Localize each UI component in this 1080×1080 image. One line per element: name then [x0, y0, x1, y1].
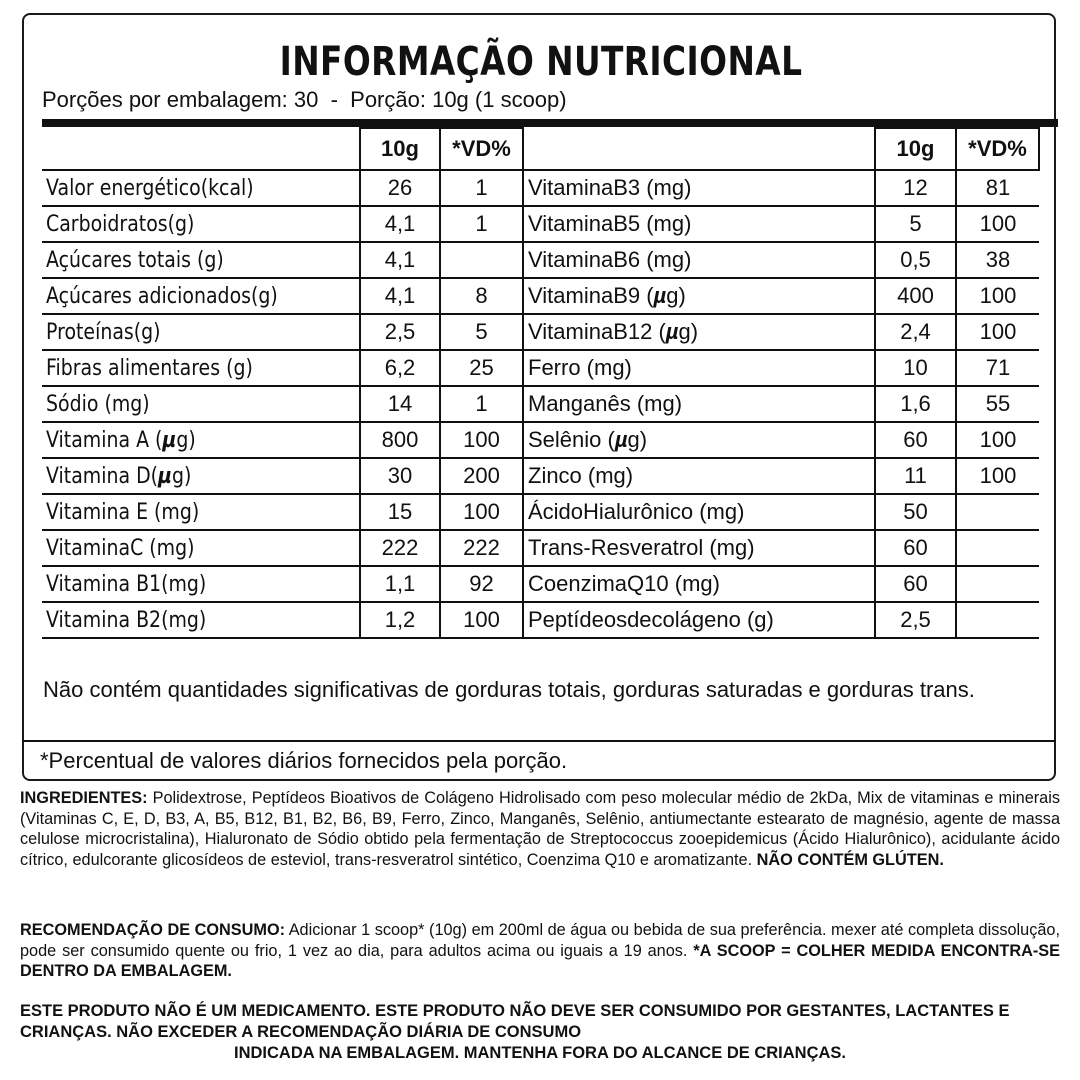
table-row	[42, 422, 523, 458]
nutrient-label	[42, 566, 360, 602]
nutrient-dv: 5	[440, 314, 523, 350]
label-text	[528, 427, 647, 452]
nutrient-label	[523, 314, 875, 350]
nutrient-label	[42, 602, 360, 638]
nutrient-amount: 0,5	[875, 242, 956, 278]
label-text: Vitamina E (mg)	[46, 499, 200, 525]
nutrient-dv: 100	[956, 314, 1039, 350]
label-part: VitaminaB12 (	[528, 319, 666, 344]
ingredients-label: INGREDIENTES:	[20, 789, 148, 807]
right-header-row	[523, 128, 1039, 170]
nutrient-amount: 2,5	[875, 602, 956, 638]
nutrient-label	[523, 386, 875, 422]
table-row	[523, 602, 1039, 638]
nutrient-label	[42, 494, 360, 530]
nutrient-label	[523, 494, 875, 530]
nutrient-label	[523, 530, 875, 566]
table-row	[42, 206, 523, 242]
label-text: Peptídeosdecolágeno (g)	[528, 607, 774, 632]
label-part: µ	[614, 427, 628, 452]
nutrient-amount: 30	[360, 458, 440, 494]
table-row	[42, 386, 523, 422]
nutrient-label	[523, 422, 875, 458]
nutrient-label	[42, 170, 360, 206]
nutrient-dv: 100	[440, 494, 523, 530]
left-header-row	[42, 128, 523, 170]
nutrient-amount: 5	[875, 206, 956, 242]
label-text: Zinco (mg)	[528, 463, 634, 488]
fat-note: Não contém quantidades significativas de gorduras totais, gorduras saturadas e gorduras trans.	[43, 677, 975, 702]
label-text: Proteínas(g)	[46, 319, 161, 345]
right-header-amount: 10g	[875, 128, 956, 170]
nutrition-title: INFORMAÇÃO NUTRICIONAL	[279, 39, 803, 85]
label-text: Ferro (mg)	[528, 355, 632, 380]
label-text: VitaminaB5 (mg)	[528, 211, 692, 236]
table-row	[523, 206, 1039, 242]
table-row	[42, 530, 523, 566]
table-row	[523, 242, 1039, 278]
nutrient-amount: 26	[360, 170, 440, 206]
warning-block	[20, 1001, 1060, 1064]
label-text	[528, 283, 686, 308]
left-header-amount: 10g	[360, 128, 440, 170]
nutrient-dv	[956, 566, 1039, 602]
nutrient-amount: 2,4	[875, 314, 956, 350]
label-text: CoenzimaQ10 (mg)	[528, 571, 720, 596]
nutrient-dv	[956, 602, 1039, 638]
nutrient-label	[523, 458, 875, 494]
nutrient-dv: 100	[956, 278, 1039, 314]
nutrient-dv	[956, 494, 1039, 530]
nutrient-amount: 4,1	[360, 242, 440, 278]
nutrient-amount: 6,2	[360, 350, 440, 386]
right-header-dv: *VD%	[956, 128, 1039, 170]
label-text: Fibras alimentares (g)	[46, 355, 253, 381]
table-row	[523, 494, 1039, 530]
nutrient-label	[523, 170, 875, 206]
nutrient-label	[42, 350, 360, 386]
table-row	[523, 386, 1039, 422]
nutrient-amount: 60	[875, 422, 956, 458]
nutrient-dv: 100	[956, 422, 1039, 458]
label-part: g)	[666, 283, 686, 308]
nutrient-dv: 55	[956, 386, 1039, 422]
label-text: Açúcares totais (g)	[46, 247, 224, 273]
nutrient-label	[42, 314, 360, 350]
label-text: Trans-Resveratrol (mg)	[528, 535, 755, 560]
label-part: g)	[627, 427, 648, 452]
ingredients-text: Polidextrose, Peptídeos Bioativos de Colágeno Hidrolisado com peso molecular médio de 2kDa, Mix de vitaminas e minerais (Vitaminas C, E, D, B3, A, B5, B12, B1, B2, B6, B9, Ferro, Zinco, Manganês, Selênio, antiumectante estearato de magnésio, agente de massa celulose microcristalina), Hialuronato de Sódio obtido pela fermentação de Streptococcus zooepidemicus (Ácido Hialurônico), acidulante ácido cítrico, edulcorante glicosídeos de esteviol, trans-resveratrol sintético, Coenzima Q10 e aromatizante.	[20, 789, 1060, 869]
table-row	[523, 530, 1039, 566]
nutrient-dv: 200	[440, 458, 523, 494]
label-text: ÁcidoHialurônico (mg)	[528, 499, 745, 524]
nutrient-dv: 38	[956, 242, 1039, 278]
gluten-notice: NÃO CONTÉM GLÚTEN.	[756, 850, 944, 869]
label-text	[46, 428, 196, 453]
recommendation-text: Adicionar 1 scoop* (10g) em 200ml de água ou bebida de sua preferência. mexer até completa dissolução, pode ser consumido quente ou frio, 1 vez ao dia, para adultos acima ou iguais a 19 anos.	[20, 921, 1061, 960]
label-text: Vitamina B1(mg)	[46, 571, 207, 597]
nutrient-dv: 81	[956, 170, 1039, 206]
nutrient-label	[42, 386, 360, 422]
label-part: µ	[162, 427, 177, 453]
table-row	[42, 494, 523, 530]
nutrient-label	[42, 206, 360, 242]
nutrient-amount: 222	[360, 530, 440, 566]
nutrient-label	[42, 422, 360, 458]
label-part: µ	[653, 283, 667, 308]
nutrient-amount: 4,1	[360, 278, 440, 314]
label-text	[46, 464, 191, 489]
nutrient-dv: 1	[440, 170, 523, 206]
label-part: Selênio (	[528, 427, 615, 452]
nutrient-amount: 10	[875, 350, 956, 386]
nutrient-label	[523, 242, 875, 278]
label-text: Valor energético(kcal)	[46, 175, 254, 201]
left-header-dv: *VD%	[440, 128, 523, 170]
nutrient-dv: 92	[440, 566, 523, 602]
nutrient-amount: 4,1	[360, 206, 440, 242]
nutrient-amount: 60	[875, 530, 956, 566]
nutrition-table-right	[522, 127, 1040, 639]
nutrient-amount: 2,5	[360, 314, 440, 350]
recommendation-label: RECOMENDAÇÃO DE CONSUMO:	[20, 921, 286, 939]
label-text	[528, 319, 698, 344]
table-row	[523, 314, 1039, 350]
label-part: µ	[665, 319, 679, 344]
label-part: Vitamina A (	[46, 427, 163, 453]
nutrient-amount: 60	[875, 566, 956, 602]
nutrient-amount: 15	[360, 494, 440, 530]
left-header-blank	[42, 128, 360, 170]
nutrient-amount: 800	[360, 422, 440, 458]
nutrient-dv: 8	[440, 278, 523, 314]
nutrient-label	[42, 530, 360, 566]
label-text: Vitamina B2(mg)	[46, 607, 207, 633]
label-text: VitaminaC (mg)	[46, 535, 195, 561]
label-part: VitaminaB9 (	[528, 283, 654, 308]
label-part: g)	[171, 463, 192, 489]
warning-line-2: INDICADA NA EMBALAGEM. MANTENHA FORA DO ALCANCE DE CRIANÇAS.	[233, 1044, 846, 1062]
table-row	[42, 170, 523, 206]
nutrient-dv	[956, 530, 1039, 566]
nutrient-label	[523, 206, 875, 242]
nutrient-amount: 1,2	[360, 602, 440, 638]
nutrition-table-left	[42, 127, 524, 639]
nutrient-amount: 12	[875, 170, 956, 206]
label-text: VitaminaB3 (mg)	[528, 175, 692, 200]
nutrient-dv: 71	[956, 350, 1039, 386]
nutrient-amount: 1,1	[360, 566, 440, 602]
nutrient-amount: 1,6	[875, 386, 956, 422]
label-part: g)	[176, 427, 196, 453]
nutrient-dv	[440, 242, 523, 278]
table-row	[523, 350, 1039, 386]
nutrient-dv: 1	[440, 386, 523, 422]
ingredients-block	[20, 788, 1060, 870]
nutrient-amount: 50	[875, 494, 956, 530]
thick-rule	[42, 119, 1058, 127]
scoop-notice: *A SCOOP = COLHER MEDIDA ENCONTRA-SE DENTRO DA EMBALAGEM.	[20, 941, 1060, 980]
warning-line-1: ESTE PRODUTO NÃO É UM MEDICAMENTO. ESTE PRODUTO NÃO DEVE SER CONSUMIDO POR GESTANTES, LACTANTES E CRIANÇAS. NÃO EXCEDER A RECOMENDAÇÃO DIÁRIA DE CONSUMO	[20, 1002, 1010, 1041]
nutrient-amount: 11	[875, 458, 956, 494]
nutrient-dv: 100	[956, 206, 1039, 242]
nutrient-label	[42, 278, 360, 314]
nutrient-dv: 100	[956, 458, 1039, 494]
label-text: Sódio (mg)	[46, 391, 150, 417]
serving-info: Porções por embalagem: 30 - Porção: 10g (1 scoop)	[42, 87, 567, 112]
nutrient-label	[523, 350, 875, 386]
nutrient-label	[42, 458, 360, 494]
nutrient-label	[523, 278, 875, 314]
table-row	[42, 602, 523, 638]
label-text: VitaminaB6 (mg)	[528, 247, 692, 272]
label-text: Açúcares adicionados(g)	[46, 283, 278, 309]
table-row	[42, 350, 523, 386]
nutrient-amount: 14	[360, 386, 440, 422]
nutrient-dv: 222	[440, 530, 523, 566]
label-part: µ	[158, 463, 172, 489]
nutrient-dv: 100	[440, 422, 523, 458]
label-part: Vitamina D(	[46, 463, 159, 489]
table-row	[42, 242, 523, 278]
nutrient-dv: 100	[440, 602, 523, 638]
table-row	[42, 278, 523, 314]
label-text: Carboidratos(g)	[46, 211, 195, 237]
table-row	[523, 566, 1039, 602]
label-part: g)	[678, 319, 699, 344]
dv-note: *Percentual de valores diários fornecidos pela porção.	[40, 748, 568, 773]
right-header-blank	[523, 128, 875, 170]
note-divider	[22, 740, 1056, 742]
table-row	[523, 422, 1039, 458]
table-row	[523, 278, 1039, 314]
table-row	[42, 458, 523, 494]
nutrient-dv: 1	[440, 206, 523, 242]
table-row	[523, 170, 1039, 206]
table-row	[42, 314, 523, 350]
nutrient-label	[523, 566, 875, 602]
nutrient-dv: 25	[440, 350, 523, 386]
nutrient-label	[523, 602, 875, 638]
label-text: Manganês (mg)	[528, 391, 683, 416]
table-row	[523, 458, 1039, 494]
nutrient-label	[42, 242, 360, 278]
table-row	[42, 566, 523, 602]
recommendation-block	[20, 920, 1060, 982]
nutrient-amount: 400	[875, 278, 956, 314]
